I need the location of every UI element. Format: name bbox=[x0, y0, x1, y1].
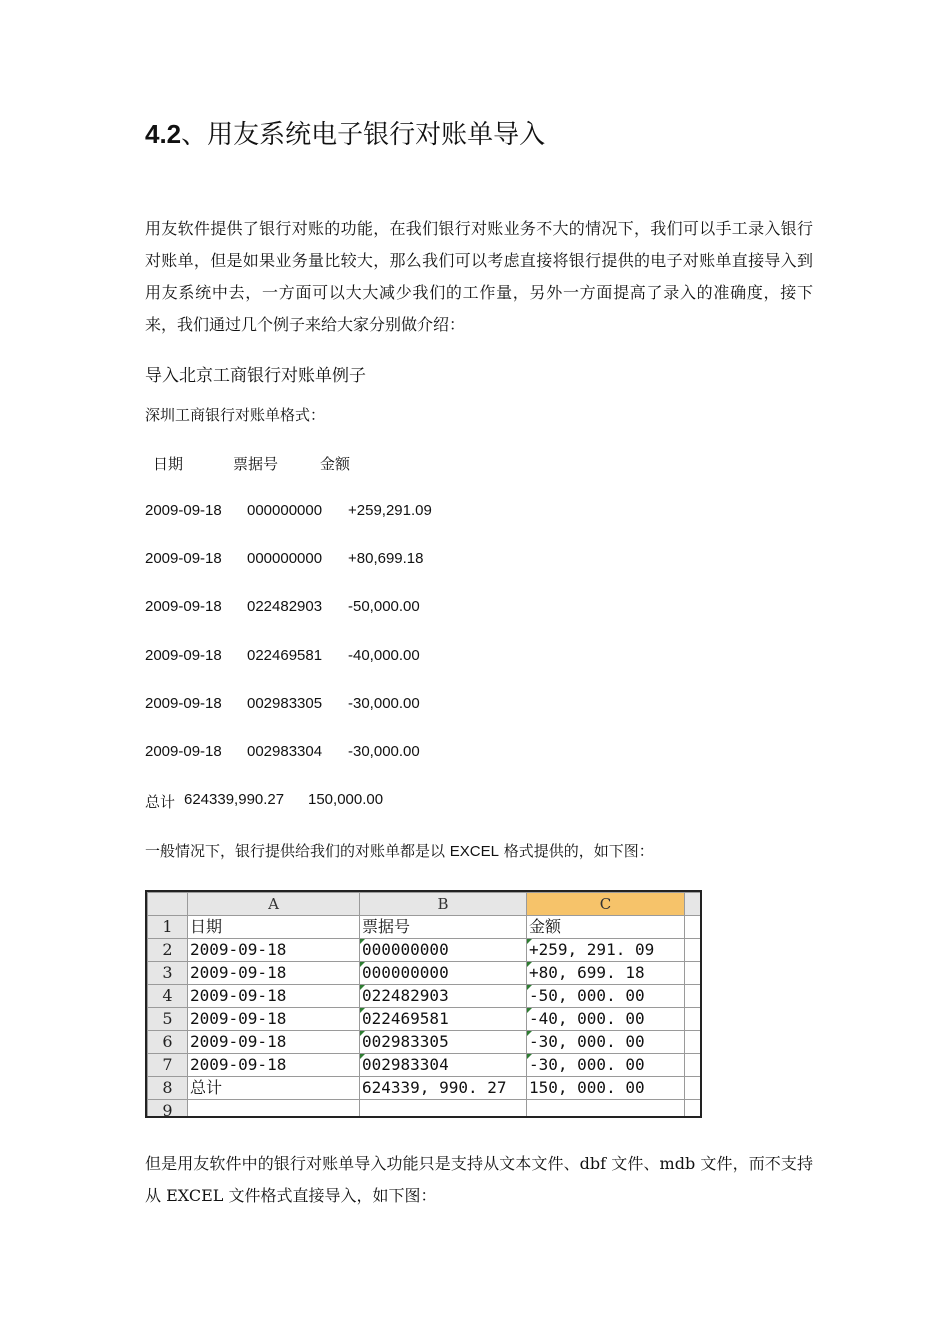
row-amount: +80,699.18 bbox=[348, 550, 424, 567]
row-number[interactable]: 4 bbox=[148, 985, 188, 1008]
cell[interactable]: 000000000 bbox=[360, 939, 527, 962]
row-date: 2009-09-18 bbox=[145, 502, 222, 519]
sheet-row bbox=[148, 939, 701, 962]
row-number[interactable]: 1 bbox=[148, 916, 188, 939]
total-value-1: 624339,990.27 bbox=[184, 791, 285, 808]
column-header-d[interactable] bbox=[685, 893, 701, 916]
cell[interactable]: 2009-09-18 bbox=[188, 962, 360, 985]
sheet-row bbox=[148, 1054, 701, 1077]
sheet-row bbox=[148, 1100, 701, 1119]
row-ticket: 022469581 bbox=[247, 647, 323, 664]
cell[interactable] bbox=[685, 985, 701, 1008]
total-label: 总计 bbox=[145, 793, 176, 811]
row-date: 2009-09-18 bbox=[145, 743, 222, 760]
row-amount: -40,000.00 bbox=[348, 647, 420, 664]
cell[interactable] bbox=[685, 1077, 701, 1100]
row-date: 2009-09-18 bbox=[145, 550, 222, 567]
cell[interactable]: 票据号 bbox=[360, 916, 527, 939]
excel-note-post: 格式提供的，如下图： bbox=[498, 842, 654, 860]
cell[interactable] bbox=[685, 1031, 701, 1054]
cell[interactable]: 000000000 bbox=[360, 962, 527, 985]
sheet-row bbox=[148, 1077, 701, 1100]
cell[interactable]: 624339, 990. 27 bbox=[360, 1077, 527, 1100]
cell[interactable]: +80, 699. 18 bbox=[527, 962, 685, 985]
cell[interactable]: 2009-09-18 bbox=[188, 939, 360, 962]
row-number[interactable]: 7 bbox=[148, 1054, 188, 1077]
column-header-ticket: 票据号 bbox=[233, 455, 279, 473]
column-header-b[interactable]: B bbox=[360, 893, 527, 916]
closing-paragraph: 但是用友软件中的银行对账单导入功能只是支持从文本文件、dbf 文件、mdb 文件，而不支持从 EXCEL 文件格式直接导入，如下图： bbox=[145, 1154, 813, 1205]
column-header-bar bbox=[148, 893, 701, 916]
section-number: 4.2 bbox=[145, 119, 182, 149]
excel-note bbox=[145, 840, 654, 861]
cell[interactable]: 日期 bbox=[188, 916, 360, 939]
cell[interactable] bbox=[685, 939, 701, 962]
row-ticket: 002983305 bbox=[247, 695, 323, 712]
row-date: 2009-09-18 bbox=[145, 695, 222, 712]
column-header-a[interactable]: A bbox=[188, 893, 360, 916]
row-date: 2009-09-18 bbox=[145, 598, 222, 615]
spreadsheet-grid bbox=[147, 892, 701, 1118]
excel-screenshot bbox=[145, 890, 702, 1118]
cell[interactable] bbox=[360, 1100, 527, 1119]
sheet-row bbox=[148, 1031, 701, 1054]
cell[interactable]: 002983305 bbox=[360, 1031, 527, 1054]
excel-note-pre: 一般情况下，银行提供给我们的对账单都是以 bbox=[145, 842, 450, 860]
row-ticket: 002983304 bbox=[247, 743, 323, 760]
cell[interactable]: 002983304 bbox=[360, 1054, 527, 1077]
cell[interactable]: 总计 bbox=[188, 1077, 360, 1100]
cell[interactable]: 2009-09-18 bbox=[188, 1054, 360, 1077]
example-title: 导入北京工商银行对账单例子 bbox=[145, 366, 366, 386]
cell[interactable]: +259, 291. 09 bbox=[527, 939, 685, 962]
cell[interactable] bbox=[685, 1100, 701, 1119]
section-heading bbox=[145, 114, 545, 151]
select-all-corner[interactable] bbox=[148, 893, 188, 916]
row-ticket: 022482903 bbox=[247, 598, 323, 615]
cell[interactable]: 022469581 bbox=[360, 1008, 527, 1031]
cell[interactable] bbox=[685, 962, 701, 985]
sheet-row bbox=[148, 962, 701, 985]
row-amount: -30,000.00 bbox=[348, 695, 420, 712]
column-header-date: 日期 bbox=[153, 455, 184, 473]
format-title: 深圳工商银行对账单格式： bbox=[145, 406, 326, 424]
row-amount: -50,000.00 bbox=[348, 598, 420, 615]
row-number[interactable]: 8 bbox=[148, 1077, 188, 1100]
cell[interactable] bbox=[685, 916, 701, 939]
sheet-row bbox=[148, 985, 701, 1008]
sheet-row bbox=[148, 916, 701, 939]
excel-note-excel: EXCEL bbox=[449, 843, 499, 860]
cell[interactable]: 150, 000. 00 bbox=[527, 1077, 685, 1100]
row-amount: +259,291.09 bbox=[348, 502, 432, 519]
cell[interactable]: 金额 bbox=[527, 916, 685, 939]
row-number[interactable]: 2 bbox=[148, 939, 188, 962]
column-header-amount: 金额 bbox=[320, 455, 351, 473]
column-header-c[interactable]: C bbox=[527, 893, 685, 916]
row-amount: -30,000.00 bbox=[348, 743, 420, 760]
cell[interactable] bbox=[188, 1100, 360, 1119]
row-number[interactable]: 9 bbox=[148, 1100, 188, 1119]
cell[interactable]: -50, 000. 00 bbox=[527, 985, 685, 1008]
total-value-2: 150,000.00 bbox=[308, 791, 384, 808]
row-number[interactable]: 6 bbox=[148, 1031, 188, 1054]
row-number[interactable]: 3 bbox=[148, 962, 188, 985]
row-number[interactable]: 5 bbox=[148, 1008, 188, 1031]
cell[interactable] bbox=[685, 1008, 701, 1031]
cell[interactable]: -30, 000. 00 bbox=[527, 1054, 685, 1077]
cell[interactable] bbox=[527, 1100, 685, 1119]
sheet-row bbox=[148, 1008, 701, 1031]
intro-paragraph: 用友软件提供了银行对账的功能，在我们银行对账业务不大的情况下，我们可以手工录入银行对账单，但是如果业务量比较大，那么我们可以考虑直接将银行提供的电子对账单直接导入到用友系统中去，一方面可以大大减少我们的工作量，另外一方面提高了录入的准确度，接下来，我们通过几个例子来给大家分别做介绍： bbox=[145, 219, 813, 334]
cell[interactable]: 2009-09-18 bbox=[188, 985, 360, 1008]
cell[interactable]: -40, 000. 00 bbox=[527, 1008, 685, 1031]
section-title: 、用友系统电子银行对账单导入 bbox=[181, 120, 546, 150]
row-date: 2009-09-18 bbox=[145, 647, 222, 664]
cell[interactable]: 2009-09-18 bbox=[188, 1008, 360, 1031]
row-ticket: 000000000 bbox=[247, 550, 323, 567]
row-ticket: 000000000 bbox=[247, 502, 323, 519]
cell[interactable]: -30, 000. 00 bbox=[527, 1031, 685, 1054]
cell[interactable]: 2009-09-18 bbox=[188, 1031, 360, 1054]
cell[interactable]: 022482903 bbox=[360, 985, 527, 1008]
cell[interactable] bbox=[685, 1054, 701, 1077]
